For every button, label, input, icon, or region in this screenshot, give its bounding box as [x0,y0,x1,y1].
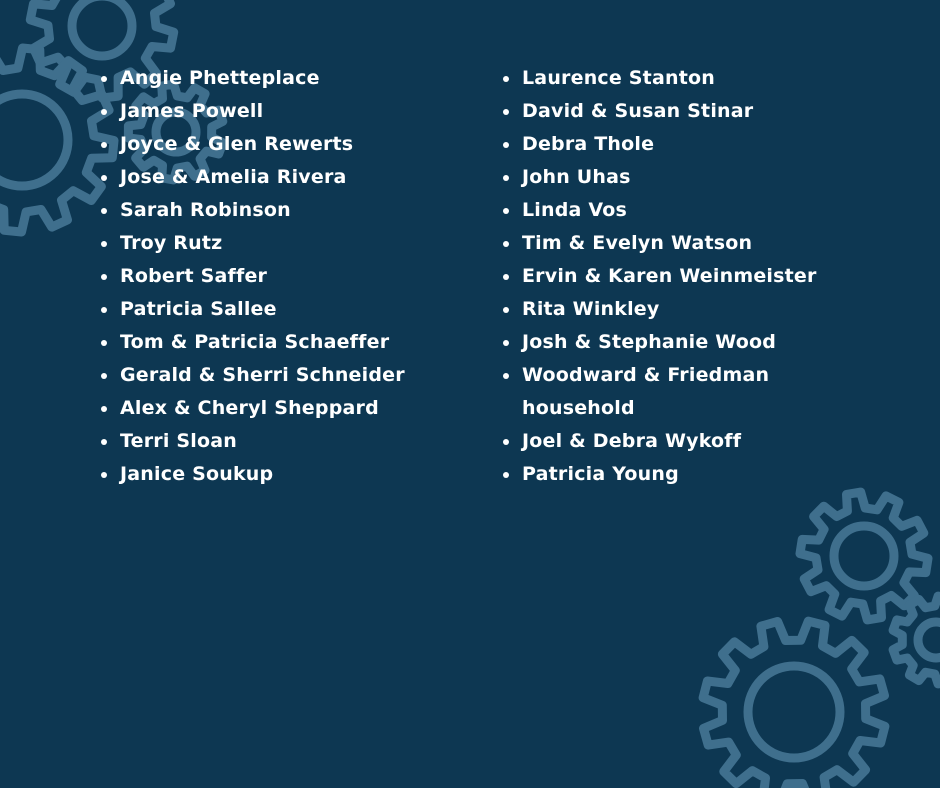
list-item-text: Joel & Debra Wykoff [522,430,742,452]
bullet-icon [503,241,509,247]
bullet-icon [503,373,509,379]
list-item [500,95,880,128]
list-item-text: Tom & Patricia Schaeffer [120,331,390,353]
list-item-text: Ervin & Karen Weinmeister [522,265,817,287]
list-item [98,227,478,260]
bullet-icon [101,439,107,445]
bullet-icon [101,241,107,247]
list-item-text: Rita Winkley [522,298,660,320]
bullet-icon [503,439,509,445]
bullet-icon [101,307,107,313]
gear-icon [893,596,940,684]
list-item [500,293,880,326]
list-item-text: John Uhas [522,166,631,188]
list-item-text: Linda Vos [522,199,628,221]
list-item [500,194,880,227]
list-item-text: Sarah Robinson [120,199,291,221]
list-item [500,62,880,95]
list-item-text: Alex & Cheryl Sheppard [120,397,379,419]
bullet-icon [101,175,107,181]
list-item-text: Troy Rutz [120,232,223,254]
bullet-icon [503,76,509,82]
list-item [98,392,478,425]
name-list-left [98,62,478,491]
list-item-text: Joyce & Glen Rewerts [120,133,354,155]
bullet-icon [503,109,509,115]
gear-icon [703,621,885,788]
list-item [98,260,478,293]
list-item-text: Tim & Evelyn Watson [522,232,753,254]
list-item [98,62,478,95]
bullet-icon [101,109,107,115]
bullet-icon [101,274,107,280]
list-item [98,293,478,326]
list-item-text: Woodward & Friedman household [522,364,770,419]
list-item [98,425,478,458]
list-item-text: Jose & Amelia Rivera [120,166,347,188]
list-item-text: Angie Phetteplace [120,67,320,89]
list-item-text: Patricia Young [522,463,679,485]
list-item-text: Patricia Sallee [120,298,277,320]
list-item [500,458,880,491]
list-item [98,194,478,227]
list-item-text: James Powell [120,100,264,122]
gear-icon [0,48,114,232]
list-item-text: Janice Soukup [120,463,274,485]
bullet-icon [101,76,107,82]
list-item-text: Robert Saffer [120,265,268,287]
bullet-icon [503,472,509,478]
list-item [500,128,880,161]
list-item [500,425,880,458]
bullet-icon [101,340,107,346]
list-item [98,95,478,128]
list-item [500,359,792,425]
bullet-icon [101,142,107,148]
gear-icon [800,492,928,620]
list-item-text: Terri Sloan [120,430,237,452]
bullet-icon [101,373,107,379]
bullet-icon [503,142,509,148]
list-item-text: Gerald & Sherri Schneider [120,364,405,386]
bullet-icon [503,340,509,346]
name-list-right [500,62,880,491]
list-item [98,326,478,359]
list-item [500,161,880,194]
list-item-text: Debra Thole [522,133,655,155]
list-item-text: David & Susan Stinar [522,100,754,122]
list-item [98,359,478,392]
bullet-icon [101,406,107,412]
list-item [98,458,478,491]
bullet-icon [503,274,509,280]
bullet-icon [101,472,107,478]
bullet-icon [101,208,107,214]
list-item-text: Josh & Stephanie Wood [522,331,777,353]
list-item [98,161,478,194]
list-item [500,227,880,260]
bullet-icon [503,175,509,181]
bullet-icon [503,208,509,214]
list-item [500,326,880,359]
bullet-icon [503,307,509,313]
list-item [98,128,478,161]
list-item-text: Laurence Stanton [522,67,715,89]
list-item [500,260,880,293]
